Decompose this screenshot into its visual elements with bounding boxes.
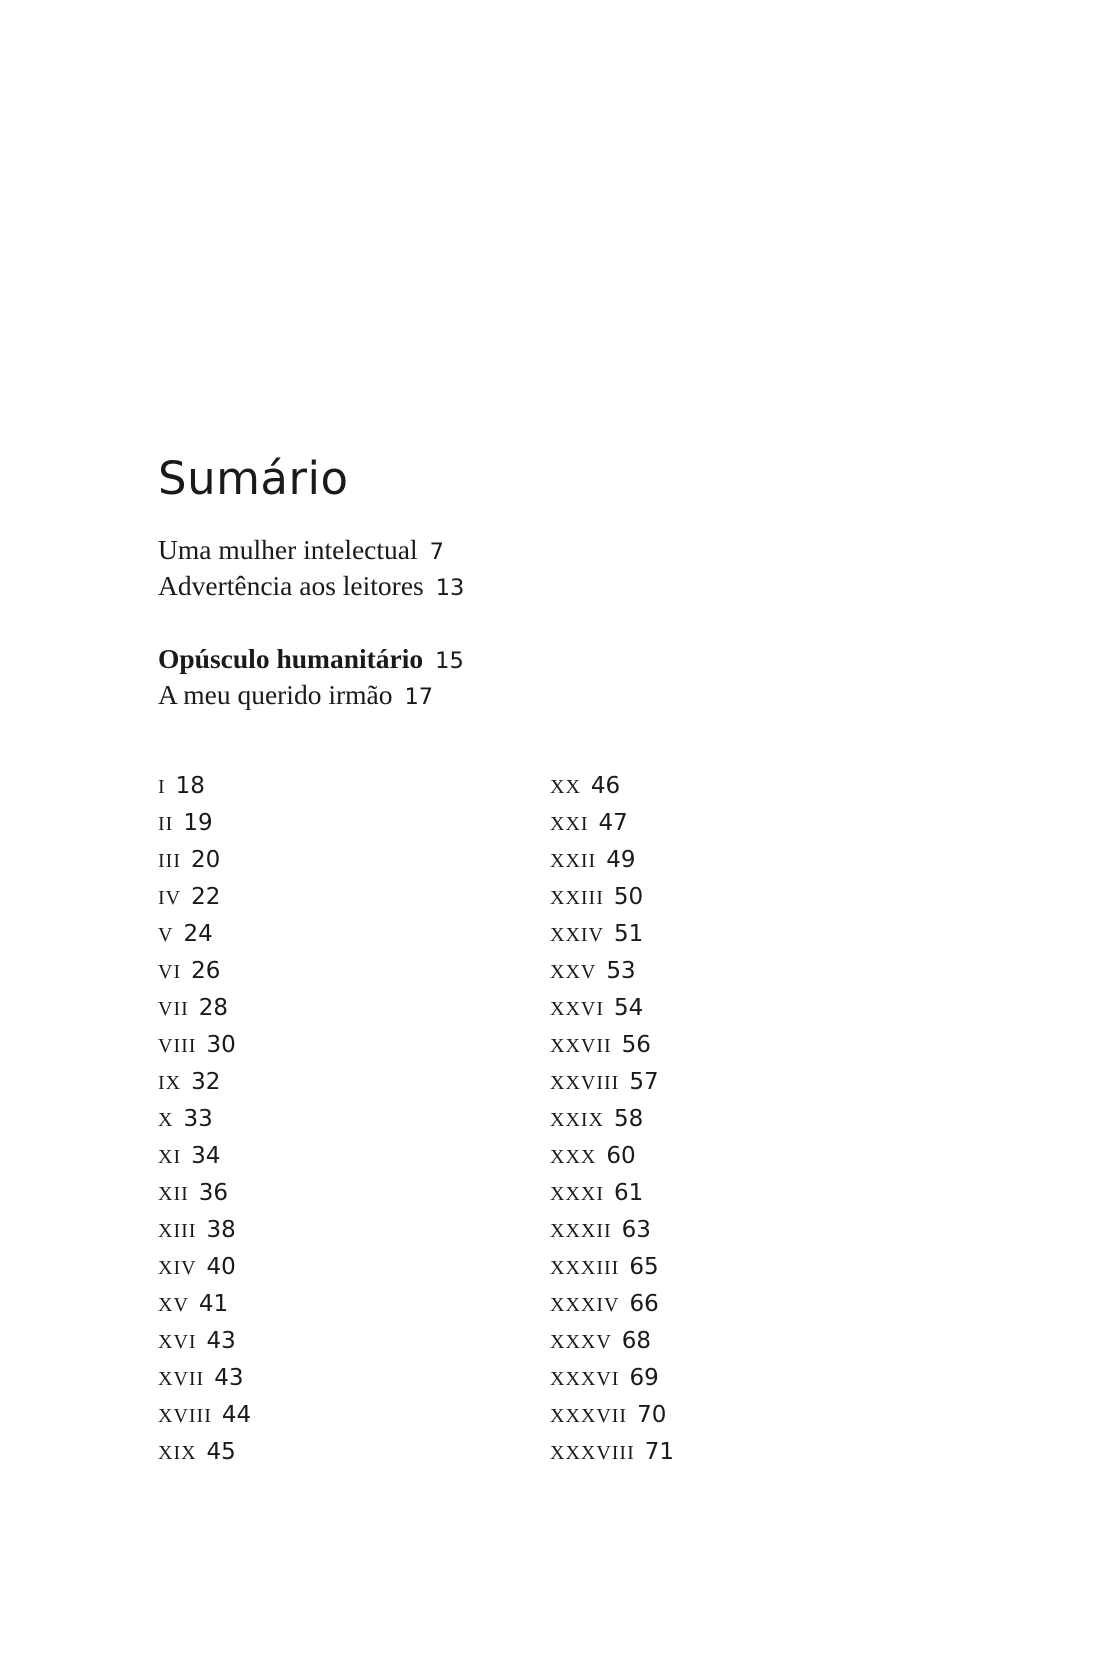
chapter-row (158, 1027, 251, 1064)
chapter-numeral: XXVI (550, 998, 604, 1020)
chapter-page: 65 (629, 1254, 659, 1280)
chapter-row (158, 990, 251, 1027)
chapter-numeral: XXIII (550, 887, 604, 909)
chapter-page: 33 (183, 1106, 213, 1132)
chapter-numeral: XXXIV (550, 1294, 620, 1316)
chapter-row (550, 1434, 674, 1471)
chapter-list-left (158, 768, 251, 1471)
chapter-row (158, 1212, 251, 1249)
chapter-numeral: V (158, 924, 174, 946)
chapter-numeral: XVII (158, 1368, 205, 1390)
toc-entry-label: A meu querido irmão (158, 679, 393, 710)
chapter-page: 18 (175, 773, 205, 799)
chapter-row (158, 1323, 251, 1360)
chapter-row (550, 990, 674, 1027)
chapter-page: 58 (614, 1106, 644, 1132)
chapter-numeral: X (158, 1109, 174, 1131)
chapter-row (550, 1027, 674, 1064)
toc-entry-page: 17 (404, 684, 434, 710)
chapter-row (158, 953, 251, 990)
toc-entry (158, 677, 433, 715)
chapter-row (158, 1360, 251, 1397)
chapter-row (550, 1212, 674, 1249)
chapter-page: 46 (590, 773, 621, 799)
chapter-row (158, 1434, 251, 1471)
chapter-numeral: XXII (550, 850, 597, 872)
toc-entry-page: 7 (429, 539, 444, 565)
chapter-numeral: XXIV (550, 924, 604, 946)
chapter-page: 20 (190, 847, 221, 873)
chapter-numeral: II (158, 813, 174, 835)
chapter-row (550, 1360, 674, 1397)
chapter-numeral: XXXVIII (550, 1442, 635, 1464)
chapter-numeral: VI (158, 961, 182, 983)
chapter-row (550, 916, 674, 953)
chapter-page: 43 (206, 1328, 236, 1354)
chapter-row (158, 768, 251, 805)
chapter-page: 63 (621, 1217, 651, 1243)
chapter-numeral: XXIX (550, 1109, 604, 1131)
chapter-row (158, 1397, 251, 1434)
chapter-numeral: XIV (158, 1257, 197, 1279)
chapter-list-right (550, 768, 674, 1471)
chapter-numeral: XXXII (550, 1220, 612, 1242)
chapter-numeral: XVIII (158, 1405, 212, 1427)
chapter-numeral: XXVIII (550, 1072, 620, 1094)
chapter-numeral: XIX (158, 1442, 197, 1464)
toc-entry-label: Uma mulher intelectual (158, 534, 418, 565)
toc-entry (158, 532, 444, 570)
chapter-row (550, 1323, 674, 1360)
chapter-row (158, 1101, 251, 1138)
toc-section-page: 15 (435, 648, 464, 674)
chapter-page: 60 (606, 1143, 636, 1169)
toc-entry-label: Advertência aos leitores (158, 570, 424, 601)
chapter-numeral: XII (158, 1183, 189, 1205)
chapter-page: 26 (191, 958, 221, 984)
chapter-page: 71 (644, 1439, 675, 1465)
chapter-page: 61 (614, 1180, 644, 1206)
chapter-page: 51 (614, 921, 644, 947)
chapter-numeral: XXXVII (550, 1405, 628, 1427)
chapter-numeral: VIII (158, 1035, 197, 1057)
chapter-numeral: XXX (550, 1146, 597, 1168)
chapter-page: 30 (206, 1032, 236, 1058)
chapter-row (550, 1249, 674, 1286)
chapter-page: 43 (214, 1365, 244, 1391)
toc-section-heading (158, 641, 464, 679)
chapter-page: 70 (637, 1402, 667, 1428)
chapter-page: 69 (629, 1365, 659, 1391)
chapter-numeral: III (158, 850, 181, 872)
chapter-row (550, 1286, 674, 1323)
chapter-page: 28 (198, 995, 229, 1021)
chapter-row (158, 1286, 251, 1323)
chapter-page: 34 (191, 1143, 221, 1169)
chapter-page: 44 (221, 1402, 252, 1428)
chapter-page: 38 (206, 1217, 236, 1243)
chapter-row (158, 1175, 251, 1212)
chapter-page: 56 (621, 1032, 651, 1058)
chapter-numeral: XX (550, 776, 581, 798)
chapter-numeral: IX (158, 1072, 182, 1094)
chapter-numeral: XVI (158, 1331, 197, 1353)
chapter-page: 49 (606, 847, 636, 873)
chapter-numeral: XV (158, 1294, 189, 1316)
chapter-page: 54 (614, 995, 644, 1021)
chapter-row (550, 768, 674, 805)
chapter-row (158, 879, 251, 916)
chapter-page: 57 (629, 1069, 659, 1095)
chapter-row (158, 1249, 251, 1286)
chapter-numeral: XXXVI (550, 1368, 620, 1390)
chapter-page: 24 (183, 921, 213, 947)
chapter-row (550, 953, 674, 990)
chapter-numeral: XIII (158, 1220, 197, 1242)
chapter-page: 68 (621, 1328, 652, 1354)
chapter-row (158, 916, 251, 953)
chapter-row (158, 1138, 251, 1175)
chapter-numeral: I (158, 776, 166, 798)
chapter-numeral: XI (158, 1146, 182, 1168)
chapter-row (158, 1064, 251, 1101)
chapter-page: 40 (206, 1254, 236, 1280)
page-title: Sumário (158, 452, 349, 505)
chapter-row (158, 805, 251, 842)
toc-entry (158, 568, 464, 606)
chapter-row (550, 1101, 674, 1138)
toc-entry-page: 13 (435, 575, 465, 601)
chapter-row (550, 1064, 674, 1101)
chapter-numeral: XXXI (550, 1183, 604, 1205)
chapter-numeral: XXXIII (550, 1257, 620, 1279)
chapter-row (550, 1175, 674, 1212)
chapter-numeral: XXVII (550, 1035, 612, 1057)
chapter-row (550, 805, 674, 842)
chapter-page: 66 (629, 1291, 659, 1317)
chapter-numeral: VII (158, 998, 189, 1020)
chapter-row (550, 1397, 674, 1434)
chapter-page: 47 (598, 810, 628, 836)
chapter-page: 45 (206, 1439, 236, 1465)
chapter-numeral: XXXV (550, 1331, 612, 1353)
chapter-numeral: XXV (550, 961, 597, 983)
chapter-page: 41 (198, 1291, 229, 1317)
chapter-page: 53 (606, 958, 636, 984)
toc-section-label: Opúsculo humanitário (158, 643, 424, 674)
chapter-page: 32 (191, 1069, 221, 1095)
chapter-page: 22 (191, 884, 221, 910)
chapter-row (550, 1138, 674, 1175)
chapter-page: 19 (183, 810, 213, 836)
chapter-numeral: XXI (550, 813, 589, 835)
chapter-numeral: IV (158, 887, 182, 909)
chapter-row (550, 842, 674, 879)
chapter-row (550, 879, 674, 916)
chapter-page: 36 (198, 1180, 229, 1206)
chapter-row (158, 842, 251, 879)
chapter-page: 50 (613, 884, 644, 910)
